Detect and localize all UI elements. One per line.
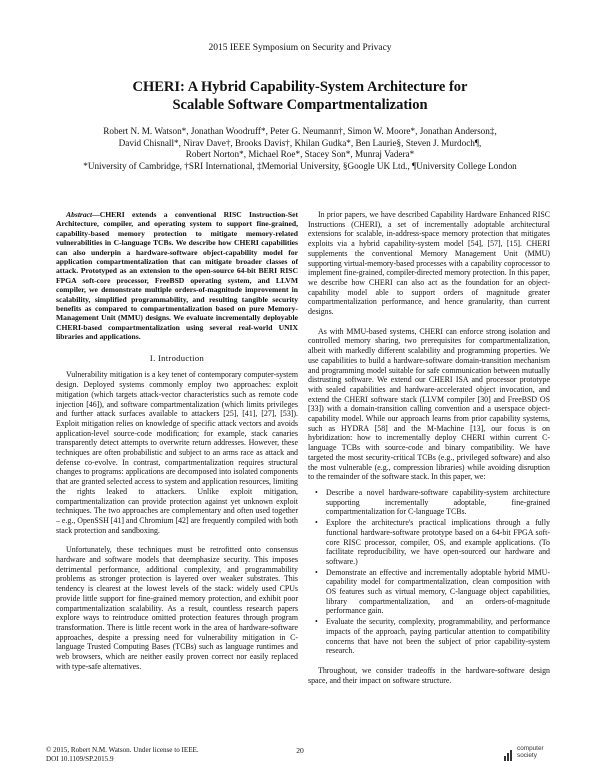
right-paragraph-1: In prior papers, we have described Capability Hardware Enhanced RISC Instructions (CHERI), a set of incrementally adoptable architectural extensions for scalable, in-address-space memory protection that mitigates exploits via a hybrid capability-system model [54], [57], [15]. CHERI supplements the conventional Memory Management Unit (MMU) supporting virtual-memory-based processes with a capability coprocessor to implement fine-grained, compiler-directed memory protection. In this paper, we describe how CHERI can also act as the foundation for an object-capability model able to support orders of magnitude greater compartmentalization performance, and hence granularity, than current designs. bbox=[308, 210, 550, 317]
abstract-lead: Abstract bbox=[66, 210, 93, 219]
logo-text bbox=[517, 746, 544, 759]
contribution-list bbox=[308, 488, 550, 656]
logo-line-1: computer bbox=[517, 745, 544, 752]
affiliations: *University of Cambridge, †SRI International, ‡Memorial University, §Google UK Ltd., ¶University College London bbox=[83, 160, 517, 171]
left-column bbox=[56, 210, 298, 671]
intro-paragraph-1: Vulnerability mitigation is a key tenet of contemporary computer-system design. Deployed systems commonly employ two approaches: exploit mitigation (which targets attack-vector characteristics such as remote code injection [46]), and software compartmentalization (which limits privileges and further attack surfaces available to attackers [25], [41], [27], [53]). Exploit mitigation relies on knowledge of specific attack vectors and avoids application-level source-code modification; for example, stack canaries transparently detect attempts to overwrite return addresses. However, these techniques are often probabilistic and subject to an arms race as attack and defense co-evolve. In contrast, compartmentalization requires structural changes to programs: applications are decomposed into isolated components that are granted selected access to system and application resources, limiting the rights leaked to attackers. Unlike exploit mitigation, compartmentalization can provide protection against yet unknown exploit techniques. The two approaches are complementary and often used together – e.g., OpenSSH [41] and Chromium [42] are frequently compiled with both stack protection and sandboxing. bbox=[56, 370, 298, 535]
title-line-2: Scalable Software Compartmentalization bbox=[172, 97, 428, 113]
abstract-text: —CHERI extends a conventional RISC Instruction-Set Architecture, compiler, and operating system to support fine-grained, capability-based memory protection to mitigate memory-related vulnerabilities in C-language TCBs. We describe how CHERI capabilities can also underpin a hardware-software object-capability model for application compartmentalization that can mitigate broader classes of attack. Prototyped as an extension to the open-source 64-bit BERI RISC FPGA soft-core processor, FreeBSD operating system, and LLVM compiler, we demonstrate multiple orders-of-magnitude improvement in scalability, simplified programmability, and resulting tangible security benefits as compared to compartmentalization based on pure Memory-Management Unit (MMU) designs. We evaluate incrementally deployable CHERI-based compartmentalization using several real-world UNIX libraries and applications. bbox=[56, 210, 298, 342]
contribution-item: • Demonstrate an effective and incrementally adoptable hybrid MMU-capability model for compartmentalization, clean composition with OS features such as virtual memory, C-language object capabilities, library compartmentalization, and an orders-of-magnitude performance gain. bbox=[315, 567, 550, 616]
conference-header: 2015 IEEE Symposium on Security and Privacy bbox=[208, 43, 392, 53]
bullet-icon: • bbox=[315, 617, 318, 627]
copyright-notice: © 2015, Robert N.M. Watson. Under license to IEEE. bbox=[46, 746, 199, 754]
logo-line-2: society bbox=[517, 751, 537, 759]
authors-line-2: David Chisnall*, Nirav Dave†, Brooks Davis†, Khilan Gudka*, Ben Laurie§, Steven J. Murdoch¶, bbox=[118, 137, 482, 148]
abstract bbox=[56, 210, 298, 342]
intro-paragraph-2: Unfortunately, these techniques must be retrofitted onto consensus hardware and software models that deemphasize security. This imposes detrimental performance, additional complexity, and programmability problems as stronger protection is layered over weaker substrates. This tendency is clearest at the lowest levels of the stack: widely used CPUs provide little support for fine-grained memory protection, and exhibit poor compartmentalization scalability. As a result, countless research papers explore ways to reintroduce omitted protection features through program transformation. There is little recent work in the area of hardware-software approaches, despite a pressing need for vulnerability mitigation in C-language Trusted Computing Bases (TCBs) such as language runtimes and web browsers, which are neither easily proven correct nor easily replaced with type-safe alternatives. bbox=[56, 545, 298, 671]
authors-line-3: Robert Norton*, Michael Roe*, Stacey Son*, Munraj Vadera* bbox=[185, 149, 415, 160]
bullet-icon: • bbox=[315, 518, 318, 528]
author-block bbox=[40, 126, 560, 172]
contribution-item: • Evaluate the security, complexity, programmability, and performance impacts of the approach, paying particular attention to compatibility concerns that have not been the subject of prior capability-system research. bbox=[315, 617, 550, 656]
contribution-item: • Explore the architecture's practical implications through a fully functional hardware-software prototype based on a 64-bit FPGA soft-core RISC processor, compiler, OS, and example applications. (To facilitate reproducibility, we have open-sourced our hardware and software.) bbox=[315, 518, 550, 566]
contribution-item: • Describe a novel hardware-software capability-system architecture supporting incrementally adoptable, fine-grained compartmentalization for C-language TCBs. bbox=[315, 487, 550, 517]
title-line-1: CHERI: A Hybrid Capability-System Architecture for bbox=[132, 79, 468, 95]
bullet-icon: • bbox=[315, 567, 318, 577]
right-paragraph-3: Throughout, we consider tradeoffs in the hardware-software design space, and their impact on software structure. bbox=[308, 665, 550, 685]
right-column bbox=[308, 210, 550, 685]
doi: DOI 10.1109/SP.2015.9 bbox=[46, 754, 114, 763]
computer-society-logo-icon bbox=[504, 747, 514, 761]
paper-title bbox=[60, 78, 540, 114]
bullet-icon: • bbox=[315, 487, 318, 497]
right-paragraph-2: As with MMU-based systems, CHERI can enforce strong isolation and controlled memory sharing, two prerequisites for compartmentalization, albeit with markedly different scalability and programming properties. We use capabilities to build a hardware-software domain-transition mechanism and programming model suitable for safe communication between mutually distrusting software. We extend our CHERI ISA and processor prototype with sealed capabilities and hardware-accelerated object invocation, and extend the CHERI software stack (LLVM compiler [30] and FreeBSD OS [33]) with a domain-transition calling convention and a userspace object-capability model. While our approach learns from prior capability systems, such as HYDRA [58] and the M-Machine [13], our focus is on hybridization: how to incrementally deploy CHERI within current C-language TCBs with source-code and binary compatibility. We have targeted the most security-critical TCBs (e.g., privileged software) and also the most vulnerable (e.g., compression libraries) while avoiding disruption to the remainder of the software stack. In this paper, we: bbox=[308, 326, 550, 482]
computer-society-logo bbox=[504, 744, 556, 766]
page-number: 20 bbox=[296, 746, 304, 755]
authors-line-1: Robert N. M. Watson*, Jonathan Woodruff*, Peter G. Neumann†, Simon W. Moore*, Jonathan Anderson‡, bbox=[103, 126, 497, 136]
section-heading-introduction: I. Introduction bbox=[149, 352, 205, 363]
